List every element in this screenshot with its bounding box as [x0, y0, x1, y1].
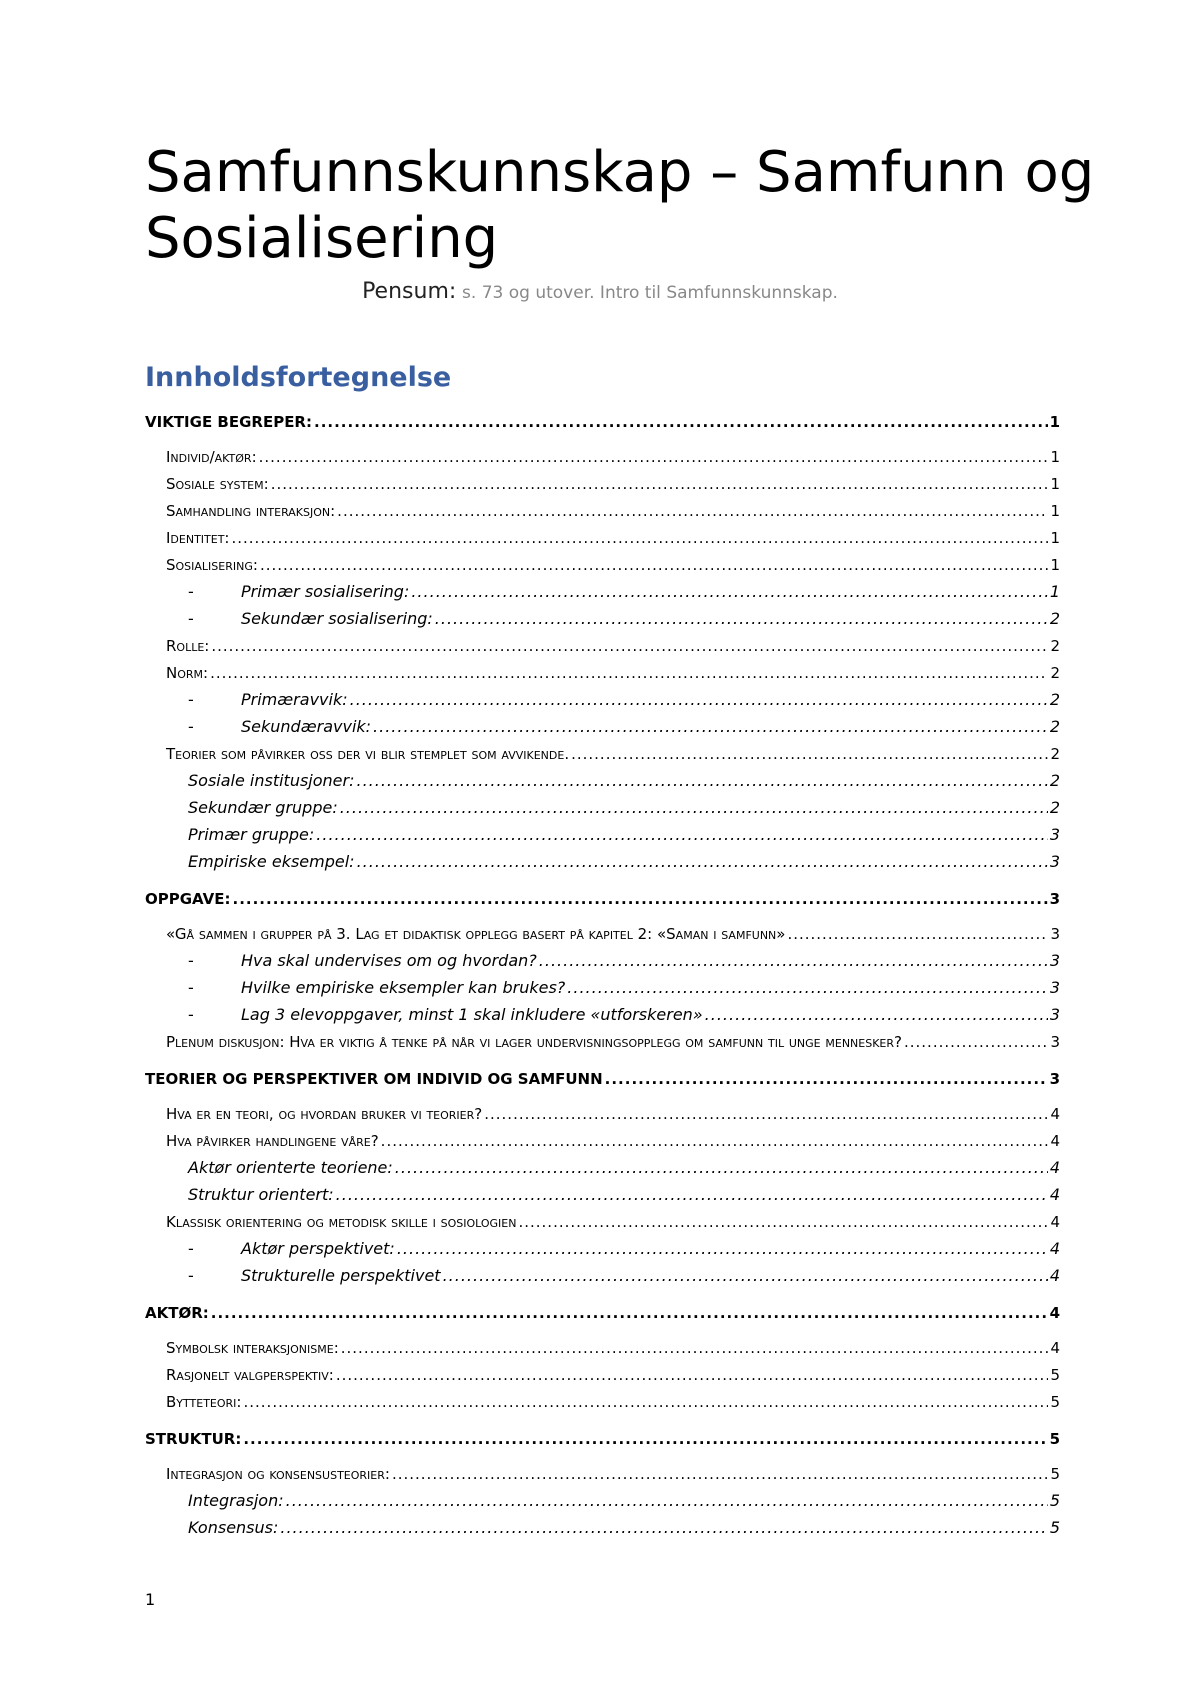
toc-entry-label: Primær sosialisering: [241, 582, 410, 601]
toc-leader-dots [571, 744, 1048, 764]
toc-leader-dots [211, 636, 1048, 656]
toc-entry[interactable] [145, 636, 1060, 663]
toc-page-number: 3 [1049, 1070, 1060, 1088]
toc-page-number: 1 [1050, 556, 1060, 574]
toc-page-number: 4 [1049, 1239, 1060, 1258]
toc-leader-dots [231, 528, 1048, 548]
pensum-label: Pensum: [362, 279, 457, 304]
toc-page-number: 4 [1049, 1158, 1060, 1177]
toc-entry-text: STRUKTUR: [145, 1430, 242, 1448]
toc-leader-dots [286, 1491, 1048, 1511]
toc-entry-text: Hva påvirker handlingene våre? [166, 1132, 379, 1150]
toc-page-number: 5 [1050, 1366, 1060, 1384]
toc-page-number: 3 [1049, 1005, 1060, 1024]
toc-leader-dots [260, 555, 1049, 575]
toc-page-number: 2 [1049, 717, 1060, 736]
toc-leader-dots [211, 1303, 1048, 1323]
toc-page-number: 1 [1050, 448, 1060, 466]
toc-entry-text [188, 978, 567, 998]
toc-entry-text: Symbolsk interaksjonisme: [166, 1339, 339, 1357]
toc-entry[interactable] [145, 582, 1060, 609]
toc-page-number: 3 [1049, 825, 1060, 844]
toc-entry-text: Aktør orienterte teoriene: [188, 1158, 393, 1177]
toc-page-number: 2 [1049, 690, 1060, 709]
toc-entry[interactable] [145, 798, 1060, 825]
toc-page-number: 4 [1050, 1213, 1060, 1231]
toc-leader-dots [395, 1158, 1048, 1178]
toc-page-number: 2 [1050, 637, 1060, 655]
toc-page-number: 3 [1049, 951, 1060, 970]
toc-entry-text: Struktur orientert: [188, 1185, 334, 1204]
toc-page-number: 5 [1050, 1465, 1060, 1483]
toc-entry-label: Aktør perspektivet: [241, 1239, 395, 1258]
toc-entry-text: Hva er en teori, og hvordan bruker vi teorier? [166, 1105, 483, 1123]
toc-entry[interactable] [145, 852, 1060, 879]
toc-entry[interactable] [145, 717, 1060, 744]
toc-entry-text: Plenum diskusjon: Hva er viktig å tenke på når vi lager undervisningsopplegg om samfunn til unge mennesker? [166, 1033, 902, 1051]
toc-entry-text: Sekundær gruppe: [188, 798, 338, 817]
toc-entry[interactable] [145, 690, 1060, 717]
toc-entry-text: Rasjonelt valgperspektiv: [166, 1366, 334, 1384]
toc-entry-label: Lag 3 elevoppgaver, minst 1 skal inkludere «utforskeren» [241, 1005, 703, 1024]
toc-leader-dots [539, 951, 1048, 971]
toc-entry-text: Rolle: [166, 637, 210, 655]
pensum-line [0, 280, 1200, 305]
toc-entry[interactable] [145, 501, 1060, 528]
toc-leader-dots [787, 924, 1048, 944]
toc-page-number: 5 [1050, 1393, 1060, 1411]
toc-page-number: 4 [1050, 1105, 1060, 1123]
page-number: 1 [145, 1590, 156, 1609]
toc-leader-dots [397, 1239, 1048, 1259]
toc-leader-dots [316, 825, 1048, 845]
toc-page-number: 5 [1049, 1491, 1060, 1510]
toc-entry-text: Individ/aktør: [166, 448, 257, 466]
toc-entry[interactable] [145, 1069, 1060, 1096]
toc-entry-dash: - [188, 1239, 194, 1258]
toc-page-number: 3 [1049, 852, 1060, 871]
toc-entry-text [188, 717, 373, 737]
toc-entry-text: Bytteteori: [166, 1393, 242, 1411]
toc-entry-dash: - [188, 609, 194, 628]
toc-page-number: 3 [1050, 1033, 1060, 1051]
toc-entry[interactable] [145, 1464, 1060, 1491]
toc-entry[interactable] [145, 1392, 1060, 1419]
toc-entry-label: Hva skal undervises om og hvordan? [241, 951, 537, 970]
toc-leader-dots [705, 1005, 1048, 1025]
toc-entry-label: Sekundær sosialisering: [241, 609, 433, 628]
toc-page-number: 2 [1049, 609, 1060, 628]
toc-page-number: 3 [1050, 925, 1060, 943]
toc-entry-text: Sosiale institusjoner: [188, 771, 355, 790]
toc-entry-text: «Gå sammen i grupper på 3. Lag et didaktisk opplegg basert på kapitel 2: «Saman i samfunn» [166, 925, 786, 943]
toc-leader-dots [336, 1365, 1049, 1385]
toc-entry[interactable] [145, 474, 1060, 501]
toc-entry-text: Identitet: [166, 529, 230, 547]
toc-page-number: 3 [1049, 978, 1060, 997]
toc-entry-text: TEORIER OG PERSPEKTIVER OM INDIVID OG SAMFUNN [145, 1070, 603, 1088]
toc-entry-dash: - [188, 1005, 194, 1024]
toc-entry[interactable] [145, 1005, 1060, 1032]
toc-page-number: 2 [1050, 745, 1060, 763]
toc-entry-text [188, 690, 350, 710]
toc-leader-dots [357, 852, 1048, 872]
toc-heading: Innholdsfortegnelse [145, 362, 452, 393]
toc-entry[interactable] [145, 1491, 1060, 1518]
toc-page-number: 1 [1049, 582, 1060, 601]
toc-page-number: 4 [1050, 1339, 1060, 1357]
toc-entry-text [188, 582, 411, 602]
toc-leader-dots [381, 1131, 1049, 1151]
toc-entry[interactable] [145, 978, 1060, 1005]
toc-leader-dots [337, 501, 1048, 521]
toc-entry-text [188, 1005, 705, 1025]
toc-entry[interactable] [145, 1239, 1060, 1266]
toc-page-number: 2 [1049, 798, 1060, 817]
toc-page-number: 2 [1049, 771, 1060, 790]
toc-leader-dots [314, 412, 1048, 432]
toc-entry[interactable] [145, 1365, 1060, 1392]
toc-entry-text: Klassisk orientering og metodisk skille i sosiologien [166, 1213, 517, 1231]
toc-entry-label: Primæravvik: [241, 690, 348, 709]
toc-entry-text: Empiriske eksempel: [188, 852, 355, 871]
toc-entry-dash: - [188, 582, 194, 601]
toc-entry[interactable] [145, 1032, 1060, 1059]
toc-entry-text: Norm: [166, 664, 209, 682]
toc-entry-text: Teorier som påvirker oss der vi blir stemplet som avvikende. [166, 745, 570, 763]
toc-leader-dots [411, 582, 1047, 602]
toc-entry-text [188, 1266, 443, 1286]
toc-page-number: 4 [1049, 1304, 1060, 1322]
toc-page-number: 5 [1049, 1430, 1060, 1448]
toc-entry[interactable] [145, 609, 1060, 636]
toc-entry[interactable] [145, 924, 1060, 951]
toc-entry[interactable] [145, 889, 1060, 916]
toc-page-number: 1 [1050, 502, 1060, 520]
toc-leader-dots [567, 978, 1048, 998]
toc-entry-text: Samhandling interaksjon: [166, 502, 336, 520]
toc-leader-dots [210, 663, 1048, 683]
toc-entry[interactable] [145, 1131, 1060, 1158]
toc-entry-text [188, 951, 539, 971]
toc-leader-dots [271, 474, 1049, 494]
toc-leader-dots [233, 889, 1048, 909]
toc-leader-dots [356, 771, 1047, 791]
toc-entry-dash: - [188, 978, 194, 997]
toc-entry-dash: - [188, 951, 194, 970]
toc-leader-dots [259, 447, 1049, 467]
toc-leader-dots [435, 609, 1048, 629]
toc-entry-text [188, 1239, 397, 1259]
toc-entry[interactable] [145, 771, 1060, 798]
toc-entry[interactable] [145, 555, 1060, 582]
toc-leader-dots [392, 1464, 1049, 1484]
toc-entry[interactable] [145, 412, 1060, 439]
toc-entry[interactable] [145, 1518, 1060, 1545]
toc-entry-text: Primær gruppe: [188, 825, 315, 844]
toc-entry[interactable] [145, 447, 1060, 474]
toc-entry[interactable] [145, 1303, 1060, 1330]
toc-page-number: 3 [1049, 890, 1060, 908]
table-of-contents [145, 412, 1060, 1545]
toc-entry-text: VIKTIGE BEGREPER: [145, 413, 312, 431]
toc-entry-text: Sosiale system: [166, 475, 269, 493]
document-title: Samfunnskunnskap – Samfunn og Sosialisering [145, 140, 1095, 271]
toc-entry-label: Strukturelle perspektivet [241, 1266, 441, 1285]
pensum-text: s. 73 og utover. Intro til Samfunnskunnskap. [462, 283, 838, 303]
toc-entry-text: AKTØR: [145, 1304, 209, 1322]
toc-leader-dots [243, 1429, 1047, 1449]
toc-entry[interactable] [145, 1185, 1060, 1212]
toc-entry[interactable] [145, 825, 1060, 852]
toc-leader-dots [904, 1032, 1048, 1052]
toc-entry[interactable] [145, 1158, 1060, 1185]
toc-leader-dots [336, 1185, 1048, 1205]
toc-entry-dash: - [188, 690, 194, 709]
toc-entry-label: Hvilke empiriske eksempler kan brukes? [241, 978, 566, 997]
toc-entry-label: Sekundæravvik: [241, 717, 372, 736]
toc-entry[interactable] [145, 1266, 1060, 1293]
toc-entry-text: Sosialisering: [166, 556, 258, 574]
toc-entry-text: Konsensus: [188, 1518, 279, 1537]
toc-leader-dots [340, 798, 1048, 818]
toc-page-number: 1 [1050, 475, 1060, 493]
toc-entry-text [188, 609, 435, 629]
toc-entry-text: Integrasjon og konsensusteorier: [166, 1465, 390, 1483]
toc-entry[interactable] [145, 1212, 1060, 1239]
toc-entry-dash: - [188, 717, 194, 736]
toc-entry-dash: - [188, 1266, 194, 1285]
toc-entry[interactable] [145, 1338, 1060, 1365]
toc-page-number: 2 [1050, 664, 1060, 682]
toc-page-number: 1 [1050, 529, 1060, 547]
toc-leader-dots [484, 1104, 1048, 1124]
toc-entry[interactable] [145, 528, 1060, 555]
toc-entry[interactable] [145, 744, 1060, 771]
toc-entry[interactable] [145, 1429, 1060, 1456]
toc-leader-dots [341, 1338, 1049, 1358]
toc-page-number: 4 [1050, 1132, 1060, 1150]
toc-page-number: 4 [1049, 1185, 1060, 1204]
toc-leader-dots [373, 717, 1048, 737]
toc-leader-dots [518, 1212, 1048, 1232]
toc-entry[interactable] [145, 1104, 1060, 1131]
toc-entry[interactable] [145, 663, 1060, 690]
toc-leader-dots [605, 1069, 1048, 1089]
toc-leader-dots [443, 1266, 1048, 1286]
toc-entry-text: OPPGAVE: [145, 890, 231, 908]
toc-leader-dots [243, 1392, 1048, 1412]
toc-page-number: 1 [1049, 413, 1060, 431]
toc-entry-text: Integrasjon: [188, 1491, 284, 1510]
toc-leader-dots [350, 690, 1048, 710]
toc-leader-dots [280, 1518, 1047, 1538]
toc-entry[interactable] [145, 951, 1060, 978]
toc-page-number: 4 [1049, 1266, 1060, 1285]
toc-page-number: 5 [1049, 1518, 1060, 1537]
